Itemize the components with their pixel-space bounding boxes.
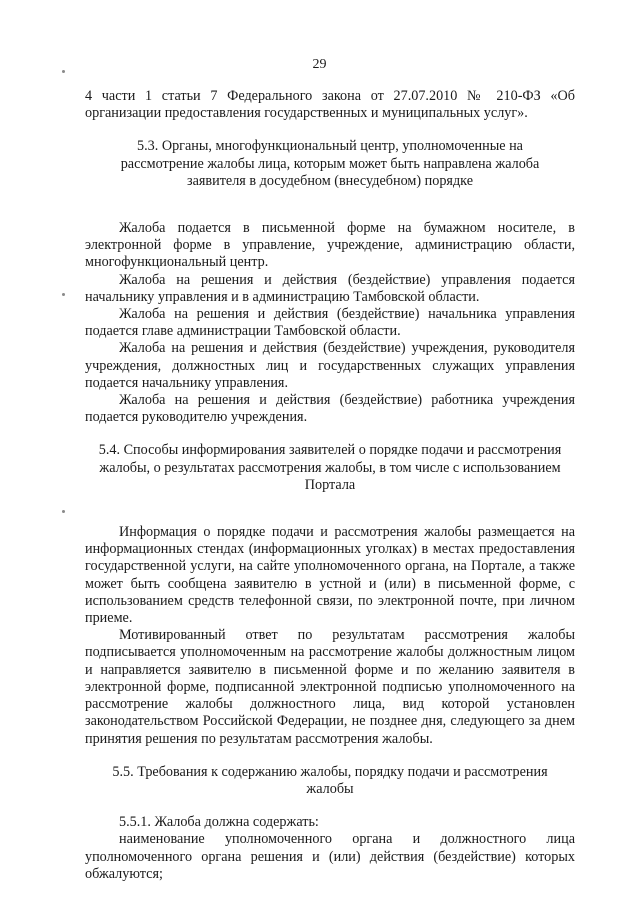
scan-speck xyxy=(62,293,65,296)
scan-speck xyxy=(62,510,65,513)
paragraph: Жалоба на решения и действия (бездействие) управления подается начальнику управления и в администрацию Тамбовской области. xyxy=(85,271,575,305)
paragraph: Жалоба на решения и действия (бездействие) учреждения, руководителя учреждения, должностных лиц и государственных служащих управления подается начальнику управления. xyxy=(85,340,575,391)
paragraph: наименование уполномоченного органа и должностного лица уполномоченного органа решения и (или) действия (бездействие) которых обжалуются; xyxy=(85,831,575,882)
section-heading-5-4: 5.4. Способы информирования заявителей о порядке подачи и рассмотрения жалобы, о результатах рассмотрения жалобы, в том числе с использованием Портала xyxy=(98,442,562,493)
page-number: 29 xyxy=(312,57,327,72)
section-heading-5-5: 5.5. Требования к содержанию жалобы, порядку подачи и рассмотрения жалобы xyxy=(112,763,548,797)
section-heading-5-3: 5.3. Органы, многофункциональный центр, уполномоченные на рассмотрение жалобы лица, которым может быть направлена жалоба заявителя в досудебном (внесудебном) порядке xyxy=(120,138,540,189)
intro-paragraph: 4 части 1 статьи 7 Федерального закона от 27.07.2010 № 210-ФЗ «Об организации предоставления государственных и муниципальных услуг». xyxy=(85,88,575,122)
paragraph: Жалоба на решения и действия (бездействие) начальника управления подается главе администрации Тамбовской области. xyxy=(85,306,575,340)
subsection-heading: 5.5.1. Жалоба должна содержать: xyxy=(119,814,319,831)
paragraph: Жалоба подается в письменной форме на бумажном носителе, в электронной форме в управление, учреждение, администрацию области, многофункциональный центр. xyxy=(85,220,575,271)
paragraph: Мотивированный ответ по результатам рассмотрения жалобы подписывается уполномоченным на рассмотрение жалобы должностным лицом и направляется заявителю в письменной форме и по желанию заявителя в электронной форме, подписанной электронной подписью уполномоченного на рассмотрение жалобы должностного лица, вид которой установлен законодательством Российской Федерации, не позднее дня, следующего за днем принятия решения по результатам рассмотрения жалобы. xyxy=(85,627,575,747)
document-body xyxy=(85,88,575,883)
paragraph: Жалоба на решения и действия (бездействие) работника учреждения подается руководителю учреждения. xyxy=(85,392,575,426)
paragraph: Информация о порядке подачи и рассмотрения жалобы размещается на информационных стендах (информационных уголках) в местах предоставления государственной услуги, на сайте уполномоченного органа, на Портале, а также может быть сообщена заявителю в устной и (или) в письменной форме, с использованием средств телефонной связи, по электронной почте, при личном приеме. xyxy=(85,524,575,627)
